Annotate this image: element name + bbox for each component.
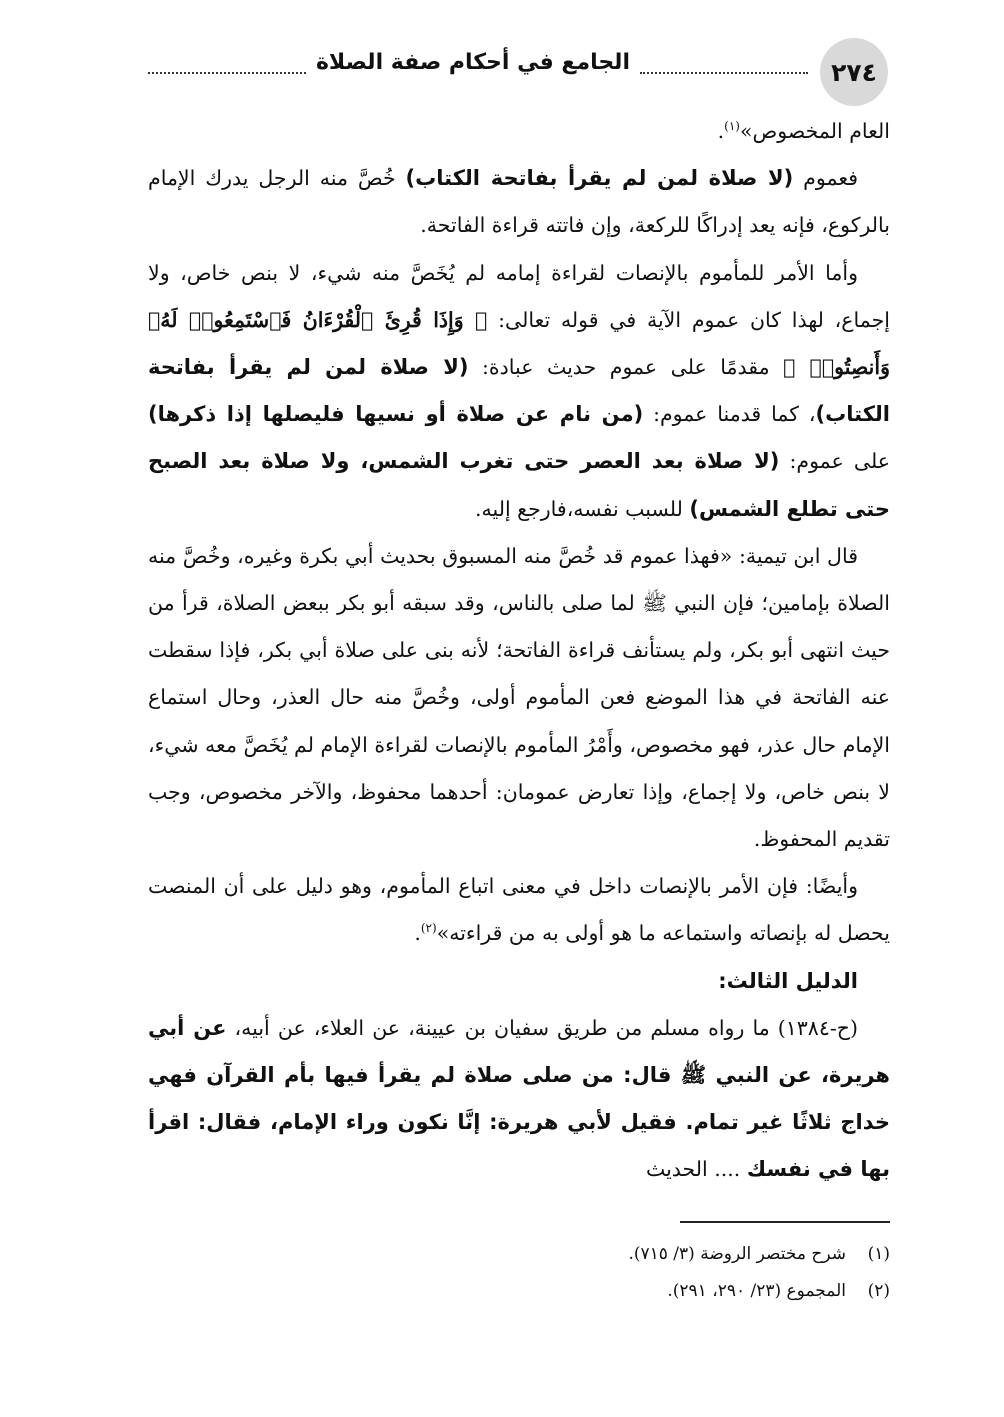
running-title: الجامع في أحكام صفة الصلاة xyxy=(306,50,640,75)
hadith-quote: (من نام عن صلاة أو نسيها فليصلها إذا ذكرها) xyxy=(148,402,644,427)
footnote-1 xyxy=(148,1236,890,1273)
footnote-number: (١) xyxy=(867,1244,890,1264)
main-text xyxy=(148,108,890,1194)
paragraph-1: العام المخصوص»$^{(١)}$. xyxy=(717,119,890,143)
page-header xyxy=(148,36,888,108)
paragraph-3: وأما الأمر للمأموم بالإنصات لقراءة إمامه لم يُخَصَّ منه شيء، لا بنص خاص، ولا إجماع، لهذا كان عموم الآية في قوله تعالى: ﴿ وَإِذَا قُرِئَ ٱلْقُرْءَانُ فَٱسْتَمِعُوا۟ لَهُۥ وَأَنصِتُوا۟ ﴾ مقدمًا على عموم حديث عبادة: (لا صلاة لمن لم يقرأ بفاتحة الكتاب)، كما قدمنا عموم: (من نام عن صلاة أو نسيها فليصلها إذا ذكرها) على عموم: (لا صلاة بعد العصر حتى تغرب الشمس، ولا صلاة بعد الصبح حتى تطلع الشمس) للسبب نفسه،فارجع إليه. xyxy=(148,260,890,521)
footnote-text: شرح مختصر الروضة (٣/ ٧١٥). xyxy=(628,1244,846,1264)
hadith-quote: (لا صلاة لمن لم يقرأ بفاتحة الكتاب) xyxy=(148,355,890,427)
hadith-quote: (لا صلاة بعد العصر حتى تغرب الشمس، ولا صلاة بعد الصبح حتى تطلع الشمس) xyxy=(148,449,890,521)
paragraph-6: (ح-١٣٨٤) ما رواه مسلم من طريق سفيان بن عيينة، عن العلاء، عن أبيه، عن أبي هريرة، عن النبي ﷺ قال: من صلى صلاة لم يقرأ فيها بأم القرآن فهي خداج ثلاثًا غير تمام. فقيل لأبي هريرة: إنَّا نكون وراء الإمام، فقال: اقرأ بها في نفسك .... الحديث xyxy=(148,1015,890,1182)
section-heading: الدليل الثالث: xyxy=(718,968,858,993)
quran-verse: ﴿ وَإِذَا قُرِئَ ٱلْقُرْءَانُ فَٱسْتَمِعُوا۟ لَهُۥ وَأَنصِتُوا۟ ﴾ xyxy=(148,307,890,380)
paragraph-5: وأيضًا: فإن الأمر بالإنصات داخل في معنى اتباع المأموم، وهو دليل على أن المنصت يحصل له بإنصاته واستماعه ما هو أولى به من قراءته»$^{(٢)}$. xyxy=(148,874,890,946)
page-number-badge: ٢٧٤ xyxy=(820,38,888,106)
footnote-ref-1: (١) xyxy=(724,119,740,134)
hadith-quote: (لا صلاة لمن لم يقرأ بفاتحة الكتاب) xyxy=(405,166,794,191)
footnotes xyxy=(148,1236,890,1310)
hadith-text: عن أبي هريرة، عن النبي ﷺ قال: من صلى صلاة لم يقرأ فيها بأم القرآن فهي خداج ثلاثًا غير تمام. فقيل لأبي هريرة: إنَّا نكون وراء الإمام، فقال: اقرأ بها في نفسك xyxy=(148,1015,890,1182)
footnote-2 xyxy=(148,1273,890,1310)
footnote-number: (٢) xyxy=(867,1281,890,1301)
paragraph-2: فعموم (لا صلاة لمن لم يقرأ بفاتحة الكتاب) خُصَّ منه الرجل يدرك الإمام بالركوع، فإنه يعد إدراكًا للركعة، وإن فاتته قراءة الفاتحة. xyxy=(148,166,890,238)
header-dotted-line-right xyxy=(640,72,808,74)
paragraph-4: قال ابن تيمية: «فهذا عموم قد خُصَّ منه المسبوق بحديث أبي بكرة وغيره، وخُصَّ منه الصلاة بإمامين؛ فإن النبي ﷺ لما صلى بالناس، وقد سبقه أبو بكر ببعض الصلاة، قرأ من حيث انتهى أبو بكر، ولم يستأنف قراءة الفاتحة؛ لأنه بنى على صلاة أبي بكر، فإذا سقطت عنه الفاتحة في هذا الموضع فعن المأموم أولى، وخُصَّ منه حال العذر، وحال استماع الإمام حال عذر، فهو مخصوص، وأَمْرُ المأموم بالإنصات لقراءة الإمام لم يُخَصَّ معه شيء، لا بنص خاص، ولا إجماع، وإذا تعارض عمومان: أحدهما محفوظ، والآخر مخصوص، وجب تقديم المحفوظ. xyxy=(148,543,890,852)
footnote-text: المجموع (٢٣/ ٢٩٠، ٢٩١). xyxy=(667,1281,846,1301)
footnote-separator xyxy=(680,1221,890,1223)
footnote-ref-2: (٢) xyxy=(420,921,437,936)
